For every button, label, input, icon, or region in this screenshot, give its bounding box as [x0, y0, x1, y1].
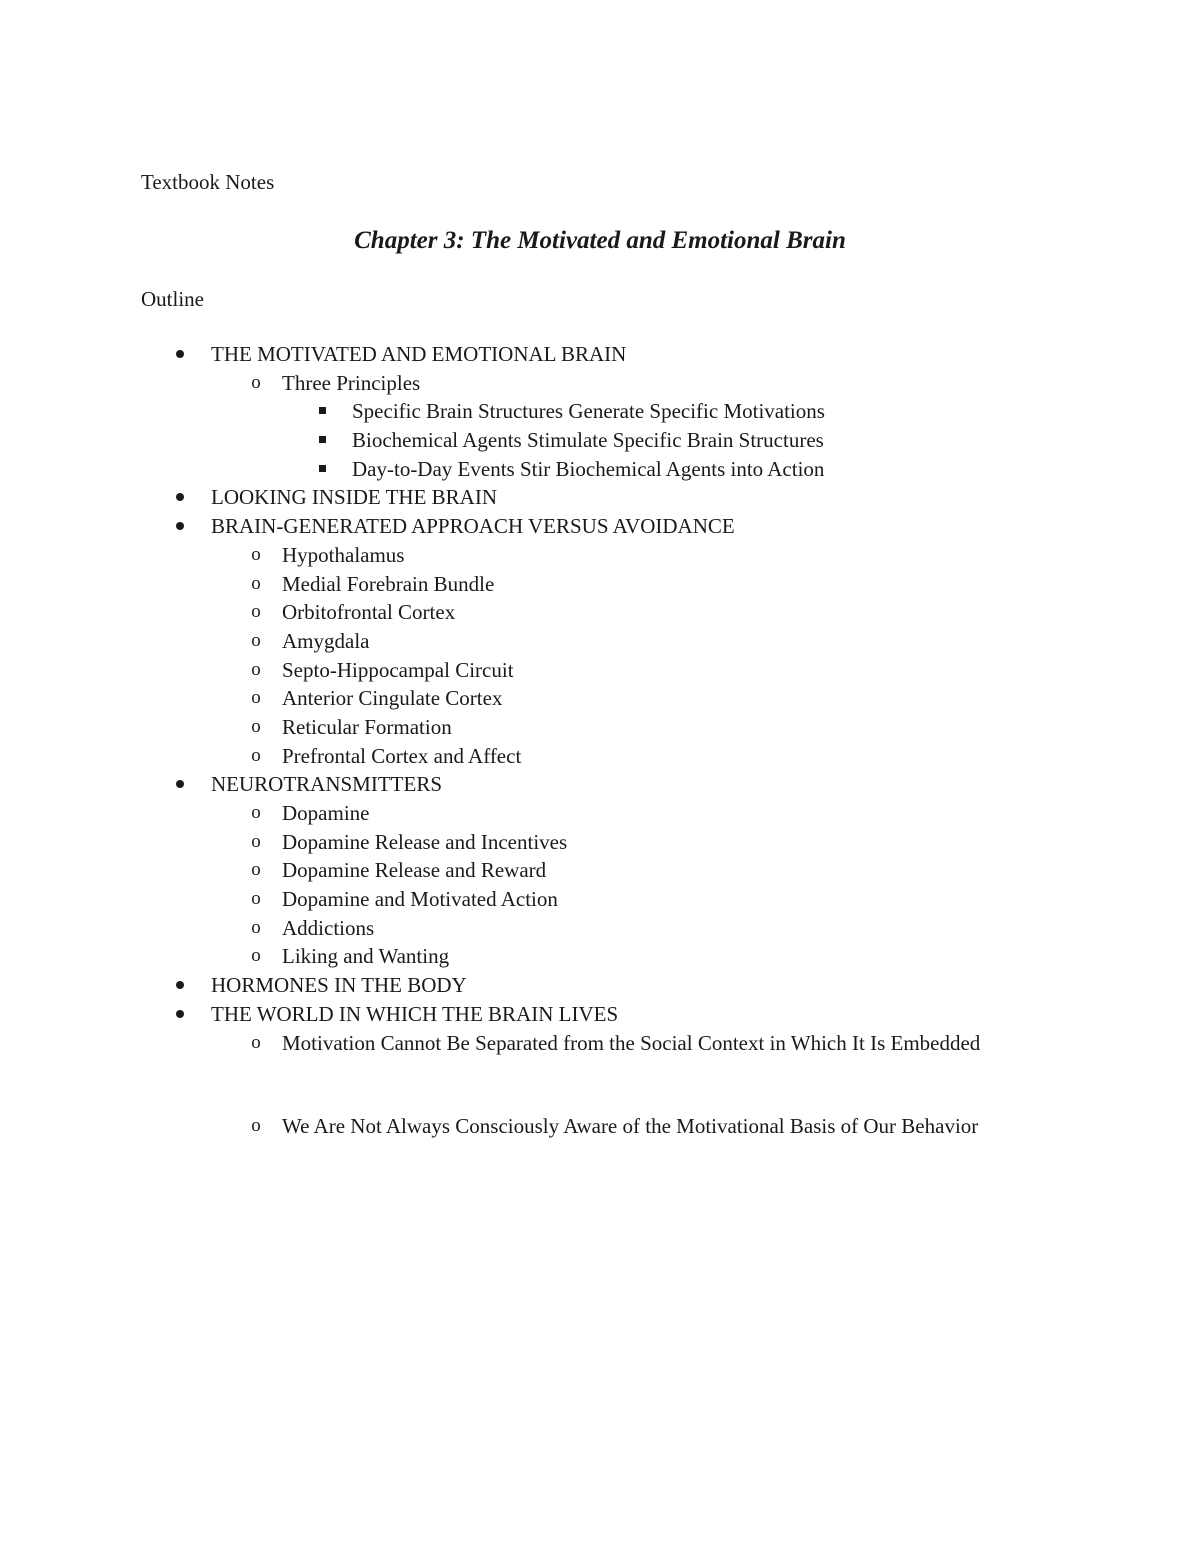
- bullet-dot-icon: [168, 483, 192, 512]
- bullet-circle-icon: o: [251, 945, 261, 967]
- subitem-label: Liking and Wanting: [282, 944, 450, 969]
- bullet-dot-icon: [168, 340, 192, 369]
- outline-subitem: [0, 828, 1200, 857]
- section-title: THE MOTIVATED AND EMOTIONAL BRAIN: [211, 342, 627, 366]
- bullet-circle-icon: o: [251, 371, 261, 393]
- outline-section: [0, 971, 1200, 1000]
- outline-subitem: [0, 656, 1200, 685]
- bullet-circle-icon: o: [251, 859, 261, 881]
- outline-section: [0, 483, 1200, 512]
- outline-subitem: [0, 598, 1200, 627]
- bullet-circle-icon: o: [251, 744, 261, 766]
- bullet-circle-icon: o: [251, 802, 261, 823]
- outline-subitem: [0, 914, 1200, 943]
- subitem-label: Dopamine Release and Reward: [282, 858, 547, 883]
- bullet-circle-icon: o: [251, 629, 261, 651]
- bullet-dot-icon: [168, 1000, 192, 1029]
- outline-subitem: [0, 713, 1200, 742]
- blank-line: [0, 1086, 1200, 1112]
- subitem-label: Addictions: [282, 915, 375, 940]
- bullet-circle-icon: o: [251, 572, 261, 594]
- section-title: THE WORLD IN WHICH THE BRAIN LIVES: [211, 1001, 619, 1026]
- bullet-square-icon: [310, 426, 334, 455]
- subitem-label: Prefrontal Cortex and Affect: [282, 743, 522, 768]
- bullet-dot-icon: [168, 971, 192, 1000]
- bullet-circle-icon: o: [251, 1031, 261, 1053]
- outline-subitem: [0, 627, 1200, 656]
- document-header-label: Textbook Notes: [141, 170, 275, 194]
- subitem-label: Hypothalamus: [282, 542, 405, 567]
- outline-subitem: [0, 369, 1200, 398]
- bullet-circle-icon: o: [251, 830, 261, 852]
- section-title: NEUROTRANSMITTERS: [211, 772, 443, 797]
- bullet-circle-icon: o: [251, 888, 261, 910]
- subitem-label: Reticular Formation: [282, 714, 452, 739]
- subitem-label: Motivation Cannot Be Separated from the Social Context in Which It Is Embedded: [282, 1030, 981, 1055]
- outline-subitem: [0, 742, 1200, 771]
- outline-subitem: [0, 541, 1200, 570]
- chapter-title: Chapter 3: The Motivated and Emotional Brain: [354, 227, 846, 254]
- bullet-circle-icon: o: [251, 1114, 261, 1136]
- outline-section: [0, 512, 1200, 541]
- bullet-square-icon: [310, 455, 334, 484]
- subitem-label: We Are Not Always Consciously Aware of the Motivational Basis of Our Behavior: [282, 1113, 979, 1138]
- subitem-label: Septo-Hippocampal Circuit: [282, 657, 514, 682]
- subitem-label: Dopamine: [282, 801, 370, 825]
- outline-list: [0, 340, 1200, 1169]
- subsubitem-label: Day-to-Day Events Stir Biochemical Agents into Action: [352, 456, 825, 481]
- subsubitem-label: Specific Brain Structures Generate Specific Motivations: [352, 399, 825, 424]
- outline-section: [0, 340, 1200, 369]
- outline-subsubitem: [0, 426, 1200, 455]
- bullet-circle-icon: o: [251, 715, 261, 737]
- section-title: HORMONES IN THE BODY: [211, 973, 467, 998]
- subsubitem-label: Biochemical Agents Stimulate Specific Brain Structures: [352, 428, 824, 453]
- outline-subitem: [0, 856, 1200, 885]
- outline-section: [0, 1000, 1200, 1029]
- subitem-label: Medial Forebrain Bundle: [282, 571, 495, 596]
- section-title: BRAIN-GENERATED APPROACH VERSUS AVOIDANCE: [211, 514, 735, 539]
- outline-subitem: [0, 570, 1200, 599]
- outline-subsubitem: [0, 455, 1200, 484]
- subitem-label: Dopamine and Motivated Action: [282, 887, 558, 912]
- outline-subitem: [0, 885, 1200, 914]
- outline-subitem: [0, 942, 1200, 971]
- bullet-circle-icon: o: [251, 543, 261, 565]
- subitem-label: Dopamine Release and Incentives: [282, 829, 568, 854]
- subitem-label: Orbitofrontal Cortex: [282, 600, 456, 625]
- subitem-label: Three Principles: [282, 370, 421, 395]
- outline-subitem: [0, 1029, 1200, 1086]
- outline-subitem: [0, 1112, 1200, 1169]
- subitem-label: Anterior Cingulate Cortex: [282, 686, 503, 711]
- bullet-circle-icon: o: [251, 601, 261, 623]
- bullet-dot-icon: [168, 512, 192, 541]
- bullet-dot-icon: [168, 770, 192, 799]
- outline-subitem: [0, 799, 1200, 828]
- bullet-square-icon: [310, 397, 334, 426]
- bullet-circle-icon: o: [251, 687, 261, 709]
- outline-subitem: [0, 684, 1200, 713]
- subitem-label: Amygdala: [282, 628, 370, 653]
- outline-section: [0, 770, 1200, 799]
- bullet-circle-icon: o: [251, 658, 261, 680]
- outline-label: Outline: [141, 287, 204, 311]
- section-title: LOOKING INSIDE THE BRAIN: [211, 485, 498, 510]
- outline-subsubitem: [0, 397, 1200, 426]
- bullet-circle-icon: o: [251, 916, 261, 938]
